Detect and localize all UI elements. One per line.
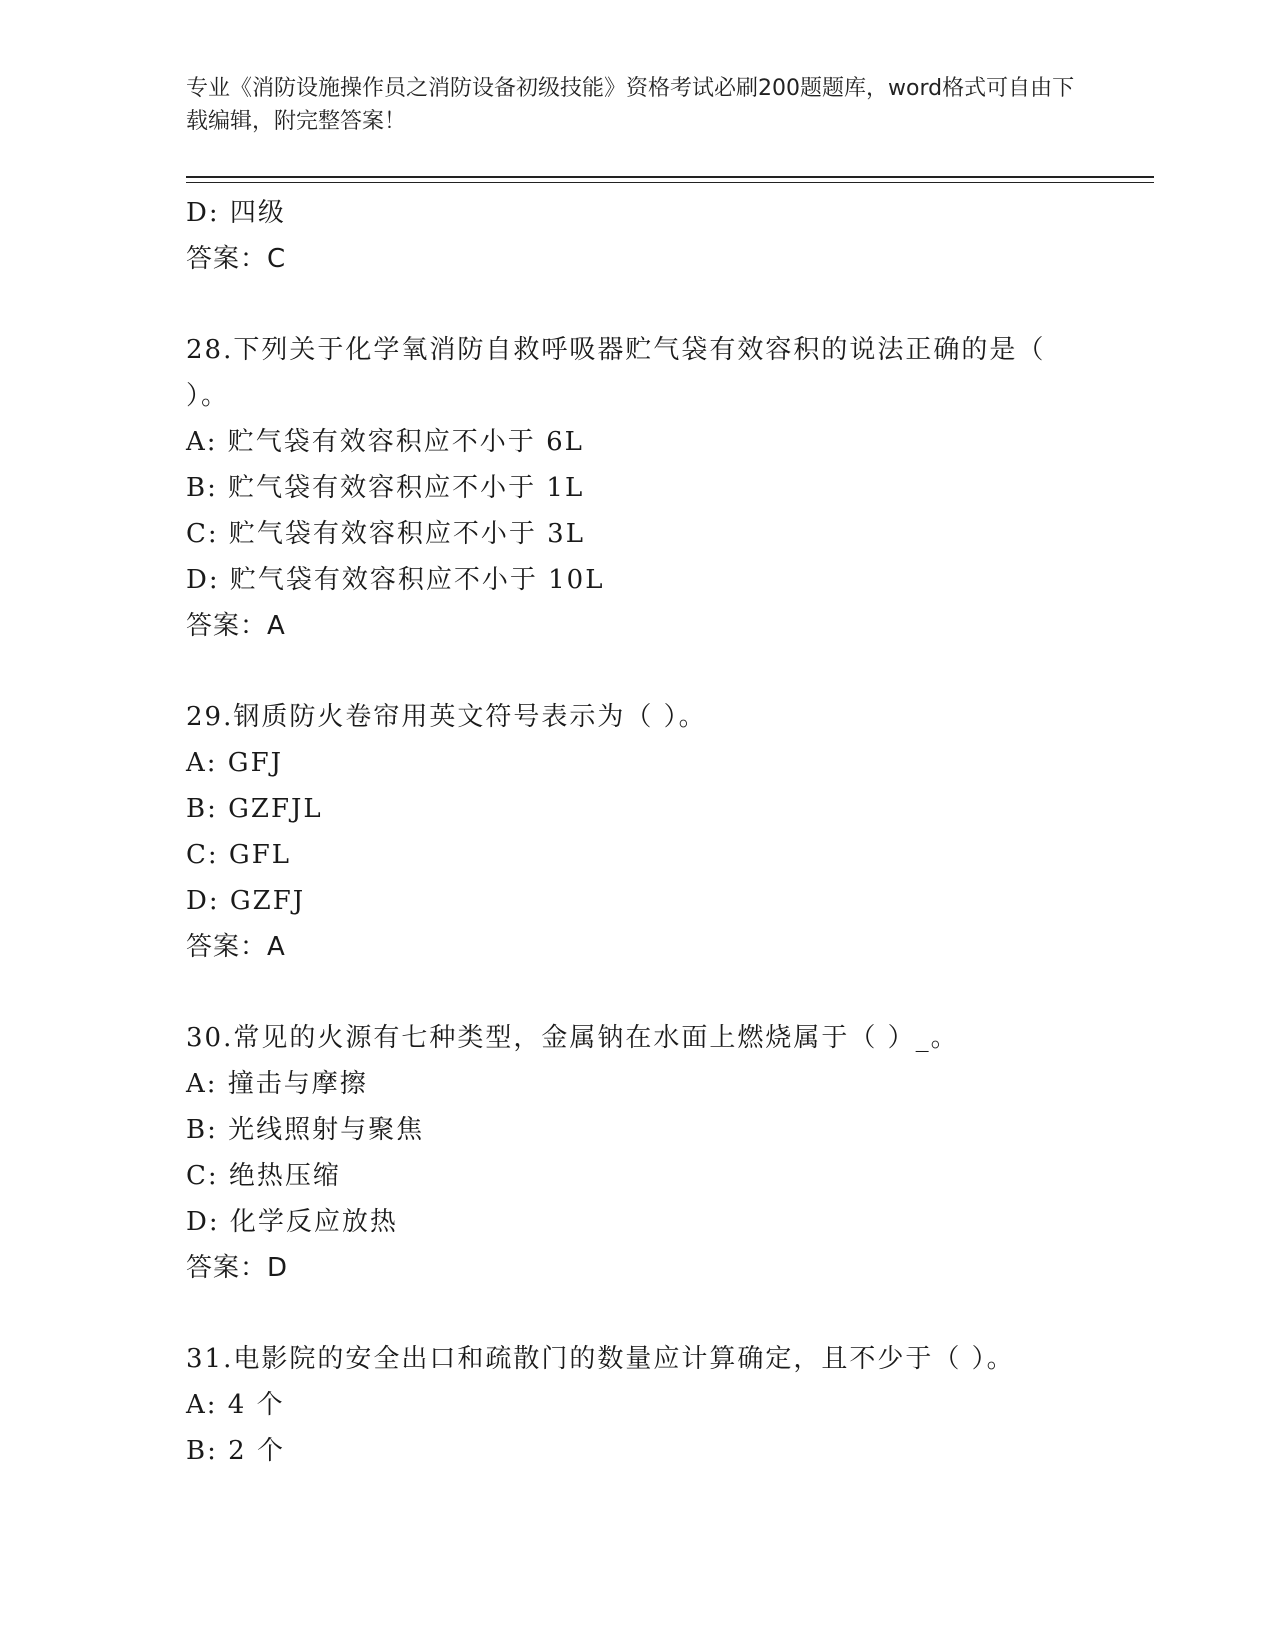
spacer — [186, 649, 1086, 694]
option-d: D: 贮气袋有效容积应不小于 10L — [186, 565, 605, 595]
page-header: 专业《消防设施操作员之消防设备初级技能》资格考试必刷200题题库，word格式可自由下载编辑，附完整答案！ — [186, 76, 1075, 134]
question-text: 29.钢质防火卷帘用英文符号表示为（ ）。 — [186, 702, 707, 732]
option-c: C: 贮气袋有效容积应不小于 3L — [186, 519, 585, 549]
spacer — [186, 282, 1086, 327]
question-block — [186, 694, 1086, 970]
option-a: A: 撞击与摩擦 — [186, 1069, 368, 1099]
option-d: D: 化学反应放热 — [186, 1207, 398, 1237]
option-b: B: GZFJL — [186, 794, 323, 824]
answer-line: 答案：C — [186, 244, 287, 274]
question-block — [186, 327, 1086, 649]
header-divider-thin — [186, 182, 1154, 183]
question-text: 30.常见的火源有七种类型，金属钠在水面上燃烧属于（ ）_。 — [186, 1023, 959, 1053]
header-divider — [186, 176, 1154, 178]
answer-line: 答案：D — [186, 1253, 289, 1283]
option-b: B: 2 个 — [186, 1436, 285, 1466]
question-text: 28.下列关于化学氧消防自救呼吸器贮气袋有效容积的说法正确的是（ ）。 — [186, 335, 1046, 411]
document-content — [186, 190, 1086, 1474]
answer-line: 答案：A — [186, 932, 286, 962]
option-b: B: 光线照射与聚焦 — [186, 1115, 425, 1145]
option-d: D: 四级 — [186, 198, 286, 228]
question-block — [186, 1015, 1086, 1291]
spacer — [186, 970, 1086, 1015]
option-a: A: 贮气袋有效容积应不小于 6L — [186, 427, 584, 457]
answer-line: 答案：A — [186, 611, 286, 641]
option-a: A: 4 个 — [186, 1390, 285, 1420]
question-text: 31.电影院的安全出口和疏散门的数量应计算确定，且不少于（ ）。 — [186, 1344, 1015, 1374]
option-c: C: GFL — [186, 840, 291, 870]
option-a: A: GFJ — [186, 748, 284, 778]
question-block — [186, 1336, 1086, 1474]
spacer — [186, 1291, 1086, 1336]
option-c: C: 绝热压缩 — [186, 1161, 341, 1191]
option-b: B: 贮气袋有效容积应不小于 1L — [186, 473, 585, 503]
option-d: D: GZFJ — [186, 886, 306, 916]
